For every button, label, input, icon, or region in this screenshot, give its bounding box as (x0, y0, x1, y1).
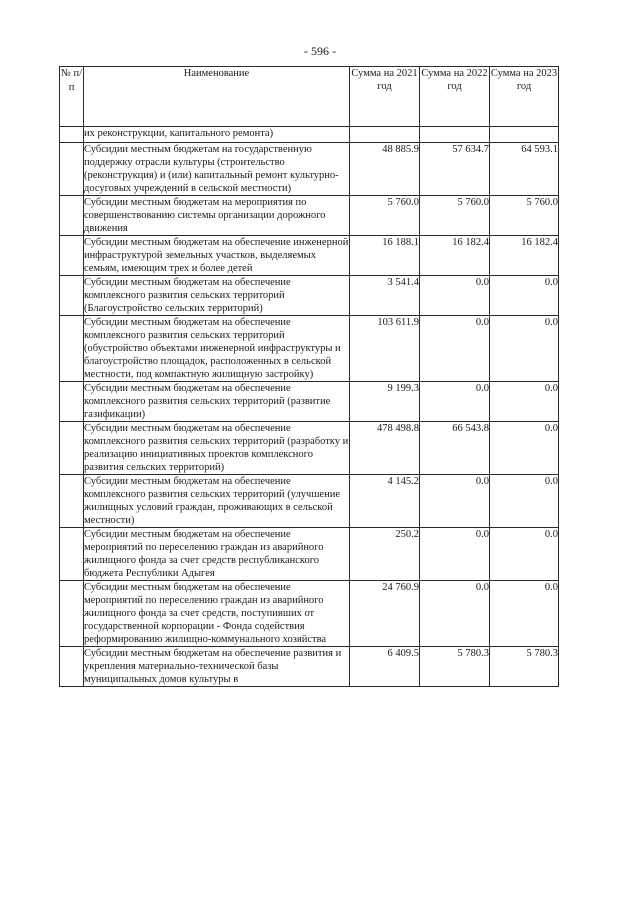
row-sum-2023: 0.0 (490, 316, 559, 382)
row-sum-2023: 5 760.0 (490, 196, 559, 236)
row-name-cell: Субсидии местным бюджетам на обеспечение комплексного развития сельских территорий (улучшение жилищных условий граждан, проживающих в сельской местности) (84, 475, 350, 528)
row-sum-2023: 0.0 (490, 276, 559, 316)
row-sum-2021: 24 760.9 (350, 581, 420, 647)
row-sum-2022: 0.0 (420, 581, 490, 647)
row-number-cell (60, 196, 84, 236)
row-sum-2021: 5 760.0 (350, 196, 420, 236)
table-row (60, 647, 559, 687)
row-name-cell: Субсидии местным бюджетам на обеспечение мероприятий по переселению граждан из аварийного жилищного фонда за счет средств республиканского бюджета Республики Адыгея (84, 528, 350, 581)
row-sum-2022: 66 543.8 (420, 422, 490, 475)
row-name-cell: их реконструкции, капитального ремонта) (84, 127, 350, 143)
row-sum-2022: 5 760.0 (420, 196, 490, 236)
row-name-cell: Субсидии местным бюджетам на обеспечение комплексного развития сельских территорий (Благоустройство сельских территорий) (84, 276, 350, 316)
row-sum-2022: 0.0 (420, 276, 490, 316)
row-name-cell: Субсидии местным бюджетам на государственную поддержку отрасли культуры (строительство (реконструкция) и (или) капитальный ремонт культурно-досуговых учреждений в сельской местности) (84, 143, 350, 196)
row-sum-2021: 6 409.5 (350, 647, 420, 687)
row-sum-2022: 57 634.7 (420, 143, 490, 196)
table-row (60, 196, 559, 236)
row-number-cell (60, 236, 84, 276)
table-row (60, 236, 559, 276)
row-number-cell (60, 316, 84, 382)
row-sum-2022: 0.0 (420, 316, 490, 382)
row-sum-2022: 5 780.3 (420, 647, 490, 687)
table-row (60, 475, 559, 528)
row-sum-2021: 103 611.9 (350, 316, 420, 382)
row-number-cell (60, 528, 84, 581)
row-number-cell (60, 143, 84, 196)
row-sum-2021: 9 199.3 (350, 382, 420, 422)
row-sum-2021: 3 541.4 (350, 276, 420, 316)
col-header-sum-2021: Сумма на 2021 год (350, 67, 420, 127)
row-sum-2021: 4 145.2 (350, 475, 420, 528)
table-row (60, 422, 559, 475)
row-name-cell: Субсидии местным бюджетам на обеспечение комплексного развития сельских территорий (развитие газификации) (84, 382, 350, 422)
row-sum-2023: 0.0 (490, 581, 559, 647)
row-sum-2023: 0.0 (490, 422, 559, 475)
row-sum-2021: 48 885.9 (350, 143, 420, 196)
table-row (60, 316, 559, 382)
row-number-cell (60, 475, 84, 528)
row-name-cell: Субсидии местным бюджетам на обеспечение инженерной инфраструктурой земельных участков, выделяемых семьям, имеющим трех и более детей (84, 237, 349, 274)
row-sum-2023: 0.0 (490, 528, 559, 581)
row-sum-2021 (350, 127, 420, 143)
col-header-sum-2023: Сумма на 2023 год (490, 67, 559, 127)
table-header-row (60, 67, 559, 127)
table-row (60, 382, 559, 422)
budget-table (59, 66, 559, 687)
row-number-cell (60, 382, 84, 422)
page-number: - 596 - (304, 44, 336, 58)
row-sum-2023: 0.0 (490, 475, 559, 528)
col-header-name: Наименование (84, 67, 350, 127)
row-sum-2022: 16 182.4 (420, 236, 490, 276)
row-number-cell (60, 422, 84, 475)
row-sum-2022: 0.0 (420, 475, 490, 528)
col-header-number: № п/п (60, 67, 84, 127)
row-sum-2022: 0.0 (420, 528, 490, 581)
row-sum-2023 (490, 127, 559, 143)
row-sum-2021: 16 188.1 (350, 236, 420, 276)
row-number-cell (60, 581, 84, 647)
row-sum-2023: 0.0 (490, 382, 559, 422)
row-number-cell (60, 127, 84, 143)
row-sum-2022: 0.0 (420, 382, 490, 422)
row-sum-2021: 478 498.8 (350, 422, 420, 475)
row-number-cell (60, 276, 84, 316)
row-sum-2021: 250.2 (350, 528, 420, 581)
row-sum-2023: 16 182.4 (490, 236, 559, 276)
row-sum-2023: 5 780.3 (490, 647, 559, 687)
col-header-sum-2022: Сумма на 2022 год (420, 67, 490, 127)
row-name-cell: Субсидии местным бюджетам на обеспечение развития и укрепления материально-технической базы муниципальных домов культуры в (84, 647, 350, 687)
table-row (60, 143, 559, 196)
row-name-cell: Субсидии местным бюджетам на обеспечение комплексного развития сельских территорий (разработку и реализацию инициативных проектов комплексного развития сельских территорий) (84, 423, 349, 473)
row-name-cell: Субсидии местным бюджетам на обеспечение комплексного развития сельских территорий (обустройство объектами инженерной инфраструктуры и благоустройство площадок, расположенных в сельской местности, под компактную жилищную застройку) (84, 316, 350, 382)
table-row (60, 127, 559, 143)
row-name-cell: Субсидии местным бюджетам на мероприятия по совершенствованию системы организации дорожного движения (84, 196, 350, 236)
table-row (60, 528, 559, 581)
table-row (60, 581, 559, 647)
row-number-cell (60, 647, 84, 687)
row-name-cell: Субсидии местным бюджетам на обеспечение мероприятий по переселению граждан из аварийного жилищного фонда за счет средств, поступивших от государственной корпорации - Фонда содействия реформированию жилищно-коммунального хозяйства (84, 581, 350, 647)
row-sum-2023: 64 593.1 (490, 143, 559, 196)
table-row (60, 276, 559, 316)
row-sum-2022 (420, 127, 490, 143)
